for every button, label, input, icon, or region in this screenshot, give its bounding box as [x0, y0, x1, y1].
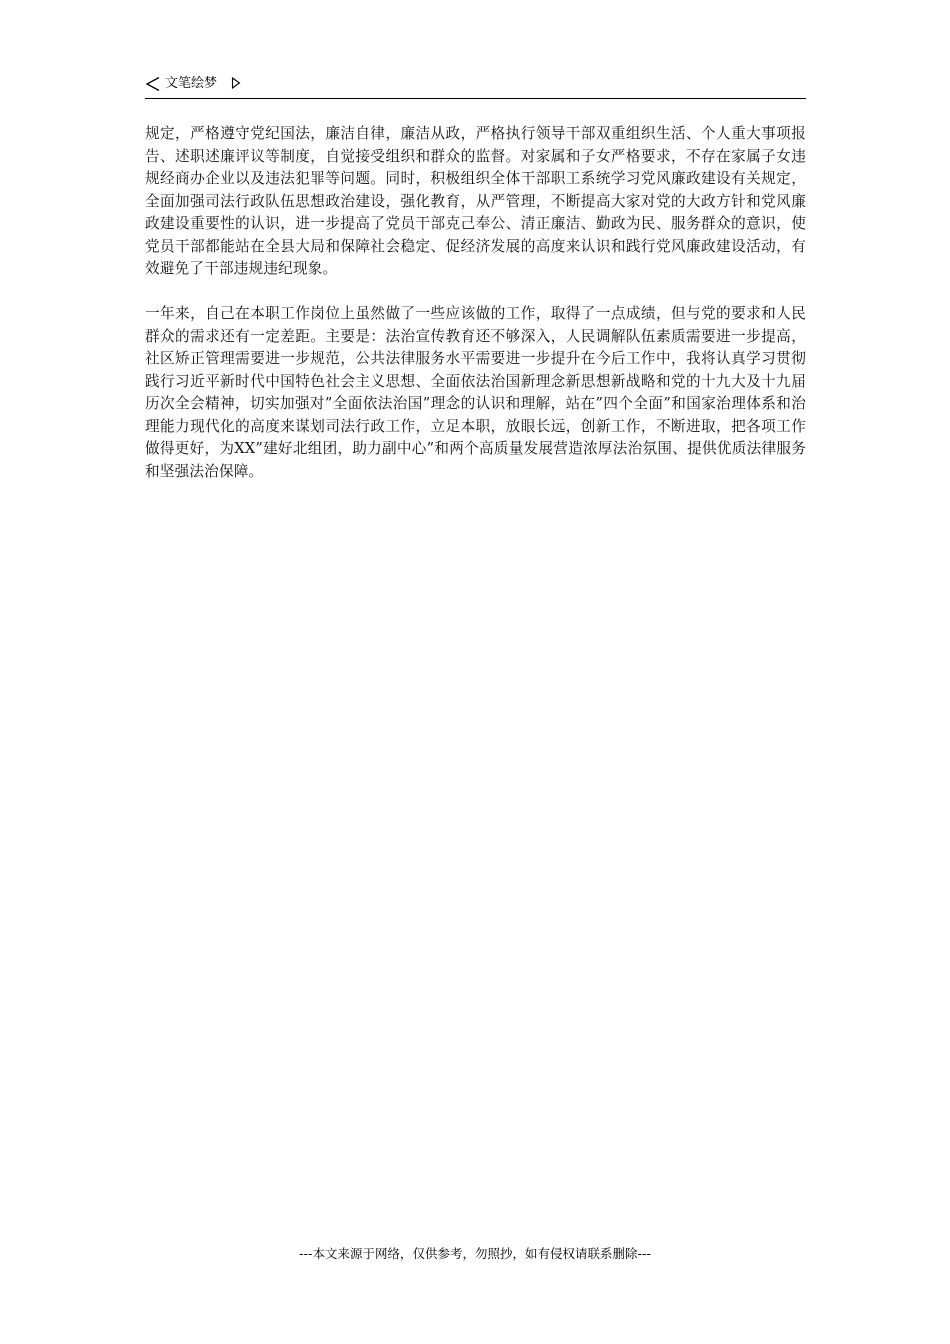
left-triangle-outline-icon [145, 76, 161, 92]
footer-disclaimer: ---本文来源于网络，仅供参考，勿照抄，如有侵权请联系删除--- [298, 1246, 652, 1261]
right-triangle-outline-icon [231, 77, 241, 89]
body-paragraph: 规定，严格遵守党纪国法，廉洁自律，廉洁从政，严格执行领导干部双重组织生活、个人重大事项报告、述职述廉评议等制度，自觉接受组织和群众的监督。对家属和子女严格要求，不存在家属子女违规经商办企业以及违法犯罪等问题。同时，积极组织全体干部职工系统学习党风廉政建设有关规定，全面加强司法行政队伍思想政治建设，强化教育，从严管理，不断提高大家对党的大政方针和党风廉政建设重要性的认识，进一步提高了党员干部克己奉公、清正廉洁、勤政为民、服务群众的意识，使党员干部都能站在全县大局和保障社会稳定、促经济发展的高度来认识和践行党风廉政建设活动，有效避免了干部违规违纪现象。 [145, 125, 806, 277]
header-title: 文笔绘梦 [165, 76, 218, 91]
document-body [145, 123, 806, 483]
page-header [145, 74, 806, 99]
body-paragraph: 一年来，自己在本职工作岗位上虽然做了一些应该做的工作，取得了一点成绩，但与党的要求和人民群众的需求还有一定差距。主要是：法治宣传教育还不够深入，人民调解队伍素质需要进一步提高，社区矫正管理需要进一步规范，公共法律服务水平需要进一步提升在今后工作中，我将认真学习贯彻践行习近平新时代中国特色社会主义思想、全面依法治国新理念新思想新战略和党的十九大及十九届历次全会精神，切实加强对”全面依法治国”理念的认识和理解，站在”四个全面”和国家治理体系和治理能力现代化的高度来谋划司法行政工作，立足本职，放眼长远，创新工作，不断进取，把各项工作做得更好，为XX”建好北组团，助力副中心”和两个高质量发展营造浓厚法治氛围、提供优质法律服务和坚强法治保障。 [145, 305, 806, 480]
